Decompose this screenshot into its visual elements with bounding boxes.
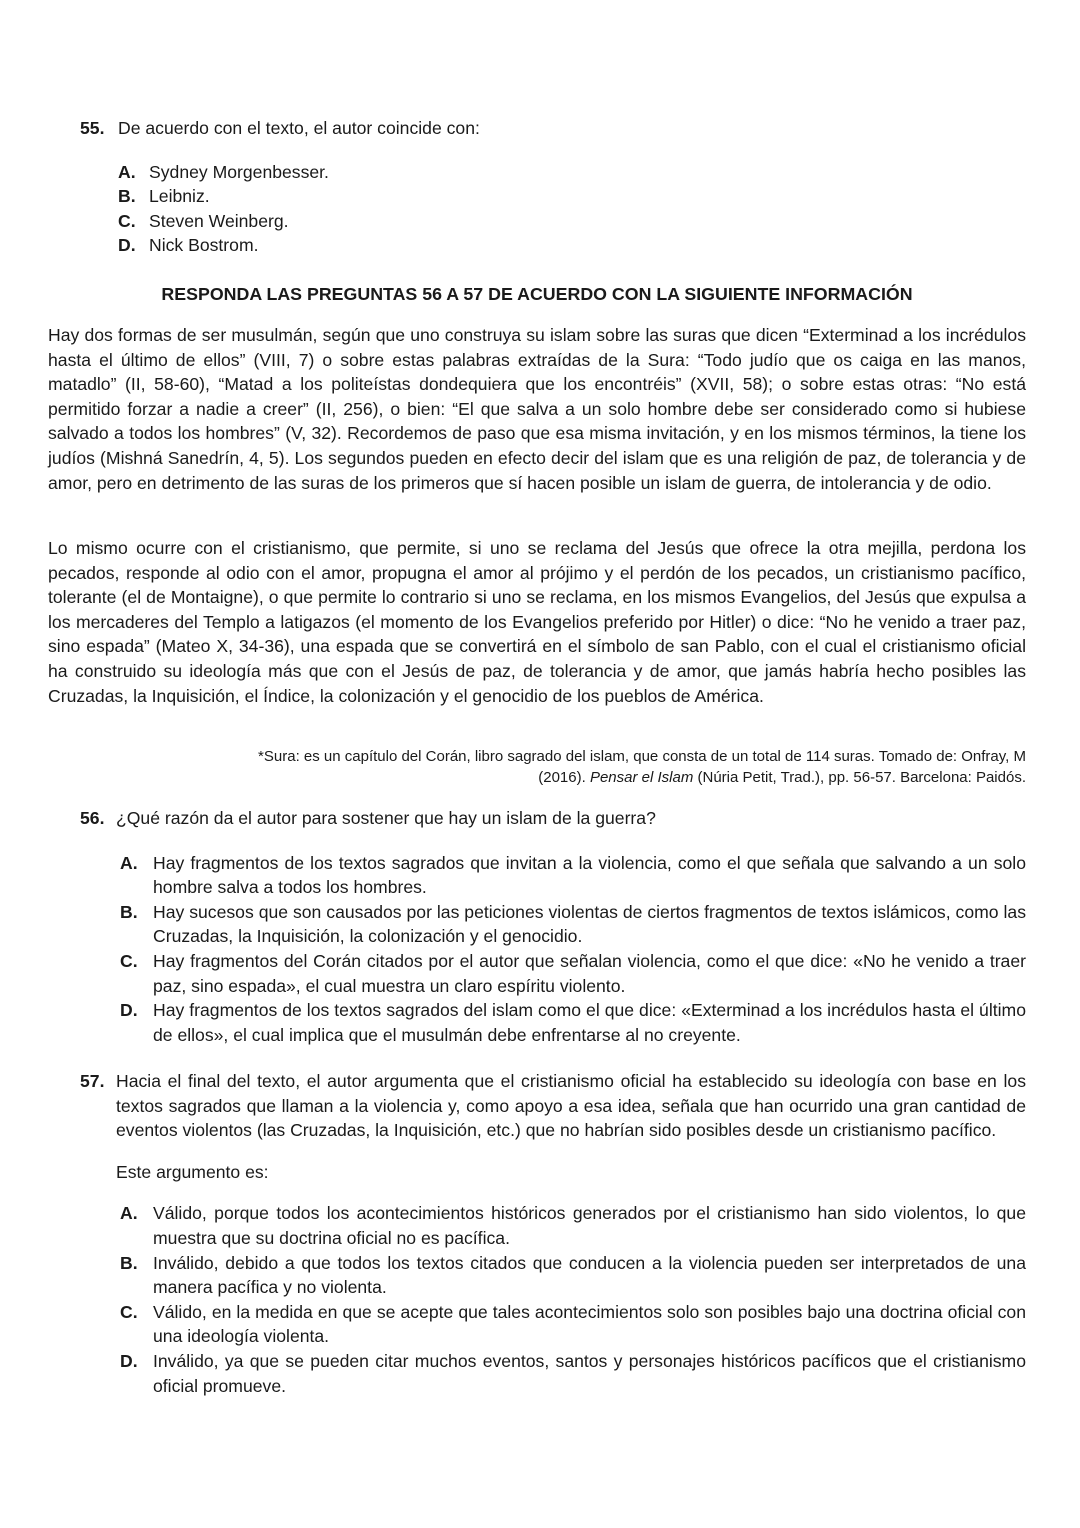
- option-a[interactable]: [120, 851, 1026, 900]
- question-55: [80, 116, 1026, 258]
- question-prompt: Este argumento es:: [116, 1161, 269, 1182]
- question-number: 55.: [80, 118, 105, 138]
- source-line-2: [48, 767, 1026, 788]
- source-title: Pensar el Islam: [589, 769, 694, 786]
- question-57-stem: [80, 1069, 1026, 1143]
- question-56-stem: [80, 806, 1026, 831]
- option-text: Hay fragmentos de los textos sagrados que invitan a la violencia, como el que señala que salvando a un solo hombre salva a todos los hombres.: [153, 852, 1026, 898]
- option-b[interactable]: [120, 1251, 1026, 1300]
- option-text: Inválido, ya que se pueden citar muchos eventos, santos y personajes históricos pacíficos que el cristianismo oficial promueve.: [153, 1350, 1026, 1396]
- option-letter: B.: [120, 1252, 138, 1273]
- option-d[interactable]: [118, 233, 1026, 258]
- question-text: De acuerdo con el texto, el autor coincide con:: [118, 118, 480, 138]
- option-letter: D.: [118, 235, 136, 256]
- source-line-1: *Sura: es un capítulo del Corán, libro sagrado del islam, que consta de un total de 114 suras. Tomado de: Onfray, M: [258, 748, 1026, 765]
- option-letter: D.: [120, 1350, 138, 1371]
- options-list: [120, 1201, 1026, 1398]
- option-text: Válido, en la medida en que se acepte que tales acontecimientos solo son posibles bajo una doctrina oficial con una ideología violenta.: [153, 1301, 1026, 1347]
- question-number: 56.: [80, 808, 105, 828]
- option-text: Nick Bostrom.: [149, 235, 259, 256]
- option-text: Hay fragmentos de los textos sagrados del islam como el que dice: «Exterminad a los incrédulos hasta el último de ellos», el cual implica que el musulmán debe enfrentarse al no creyente.: [153, 1000, 1026, 1045]
- option-a[interactable]: [120, 1201, 1026, 1250]
- option-d[interactable]: [120, 1349, 1026, 1398]
- option-a[interactable]: [118, 160, 1026, 185]
- option-c[interactable]: [118, 209, 1026, 234]
- option-letter: A.: [118, 161, 136, 182]
- option-letter: B.: [118, 186, 136, 207]
- passage-paragraph-1: Hay dos formas de ser musulmán, según que uno construya su islam sobre las suras que dicen “Exterminad a los incrédulos hasta el último de ellos” (VIII, 7) o sobre estas palabras extraídas de la Sura: “Todo judío que os caiga en las manos, matadlo” (II, 58-60), “Matad a los politeístas dondequiera que los encontréis” (XVII, 58); o sobre estas otras: “No está permitido forzar a nadie a creer” (II, 256), o bien: “El que salva a un solo hombre debe ser considerado como si hubiese salvado a todos los hombres” (V, 32). Recordemos de paso que esa misma invitación, y en los mismos términos, la tiene los judíos (Mishná Sanedrín, 4, 5). Los segundos pueden en efecto decir del islam que es una religión de paz, de tolerancia y de amor, pero en detrimento de las suras de los primeros que sí hacen posible un islam de guerra, de intolerancia y de odio.: [48, 325, 1026, 493]
- option-text: Válido, porque todos los acontecimientos históricos generados por el cristianismo han sido violentos, lo que muestra que su doctrina oficial no es pacífica.: [153, 1203, 1026, 1248]
- option-letter: C.: [118, 210, 136, 231]
- option-text: Hay fragmentos del Corán citados por el autor que señalan violencia, como el que dice: «No he venido a traer paz, sino espada», el cual muestra un claro espíritu violento.: [153, 950, 1026, 996]
- option-d[interactable]: [120, 998, 1026, 1047]
- option-text: Leibniz.: [149, 186, 210, 207]
- question-text: Hacia el final del texto, el autor argumenta que el cristianismo oficial ha establecido su ideología con base en los textos sagrados que llaman a la violencia y, como apoyo a esa idea, señala que han ocurrido una gran cantidad de eventos violentos (las Cruzadas, la Inquisición, etc.) que no habrían sido posibles desde un cristianismo pacífico.: [116, 1071, 1026, 1141]
- option-letter: C.: [120, 950, 138, 971]
- option-c[interactable]: [120, 949, 1026, 998]
- source-year: (2016).: [538, 769, 590, 786]
- option-b[interactable]: [120, 900, 1026, 949]
- option-c[interactable]: [120, 1300, 1026, 1349]
- option-b[interactable]: [118, 184, 1026, 209]
- source-citation: [48, 746, 1026, 788]
- option-letter: D.: [120, 1000, 138, 1021]
- option-letter: C.: [120, 1301, 138, 1322]
- passage-paragraph-2: Lo mismo ocurre con el cristianismo, que permite, si uno se reclama del Jesús que ofrece la otra mejilla, perdona los pecados, responde al odio con el amor, propugna el amor al prójimo y el perdón de los pecados, un cristianismo pacífico, tolerante (el de Montaigne), o que permite lo contrario si uno se reclama, en los mismos Evangelios, del Jesús que expulsa a los mercaderes del Templo a latigazos (el momento de los Evangelios preferido por Hitler) o dice: “No he venido a traer paz, sino espada” (Mateo X, 34-36), una espada que se convertirá en el símbolo de san Pablo, con el cual el cristianismo oficial ha construido su ideología más que con el Jesús de paz, de tolerancia y de amor, que jamás habría hecho posibles las Cruzadas, la Inquisición, el Índice, la colonización y el genocidio de los pueblos de América.: [48, 538, 1026, 706]
- option-letter: A.: [120, 1203, 138, 1224]
- option-text: Inválido, debido a que todos los textos citados que conducen a la violencia pueden ser interpretados de una manera pacífica y no violenta.: [153, 1252, 1026, 1298]
- question-55-stem: [80, 116, 1026, 141]
- options-list: [118, 160, 1026, 258]
- option-text: Sydney Morgenbesser.: [149, 161, 329, 182]
- question-57: [80, 1069, 1026, 1398]
- question-56: [80, 806, 1026, 1047]
- question-number: 57.: [80, 1071, 105, 1091]
- option-letter: A.: [120, 852, 138, 873]
- option-text: Steven Weinberg.: [149, 210, 289, 231]
- section-heading: RESPONDA LAS PREGUNTAS 56 A 57 DE ACUERDO CON LA SIGUIENTE INFORMACIÓN: [161, 284, 913, 304]
- question-text: ¿Qué razón da el autor para sostener que hay un islam de la guerra?: [116, 808, 656, 828]
- option-text: Hay sucesos que son causados por las peticiones violentas de ciertos fragmentos de textos islámicos, como las Cruzadas, la Inquisición, la colonización y el genocidio.: [153, 901, 1026, 947]
- options-list: [120, 851, 1026, 1048]
- source-publisher: (Núria Petit, Trad.), pp. 56-57. Barcelona: Paidós.: [693, 769, 1026, 786]
- option-letter: B.: [120, 901, 138, 922]
